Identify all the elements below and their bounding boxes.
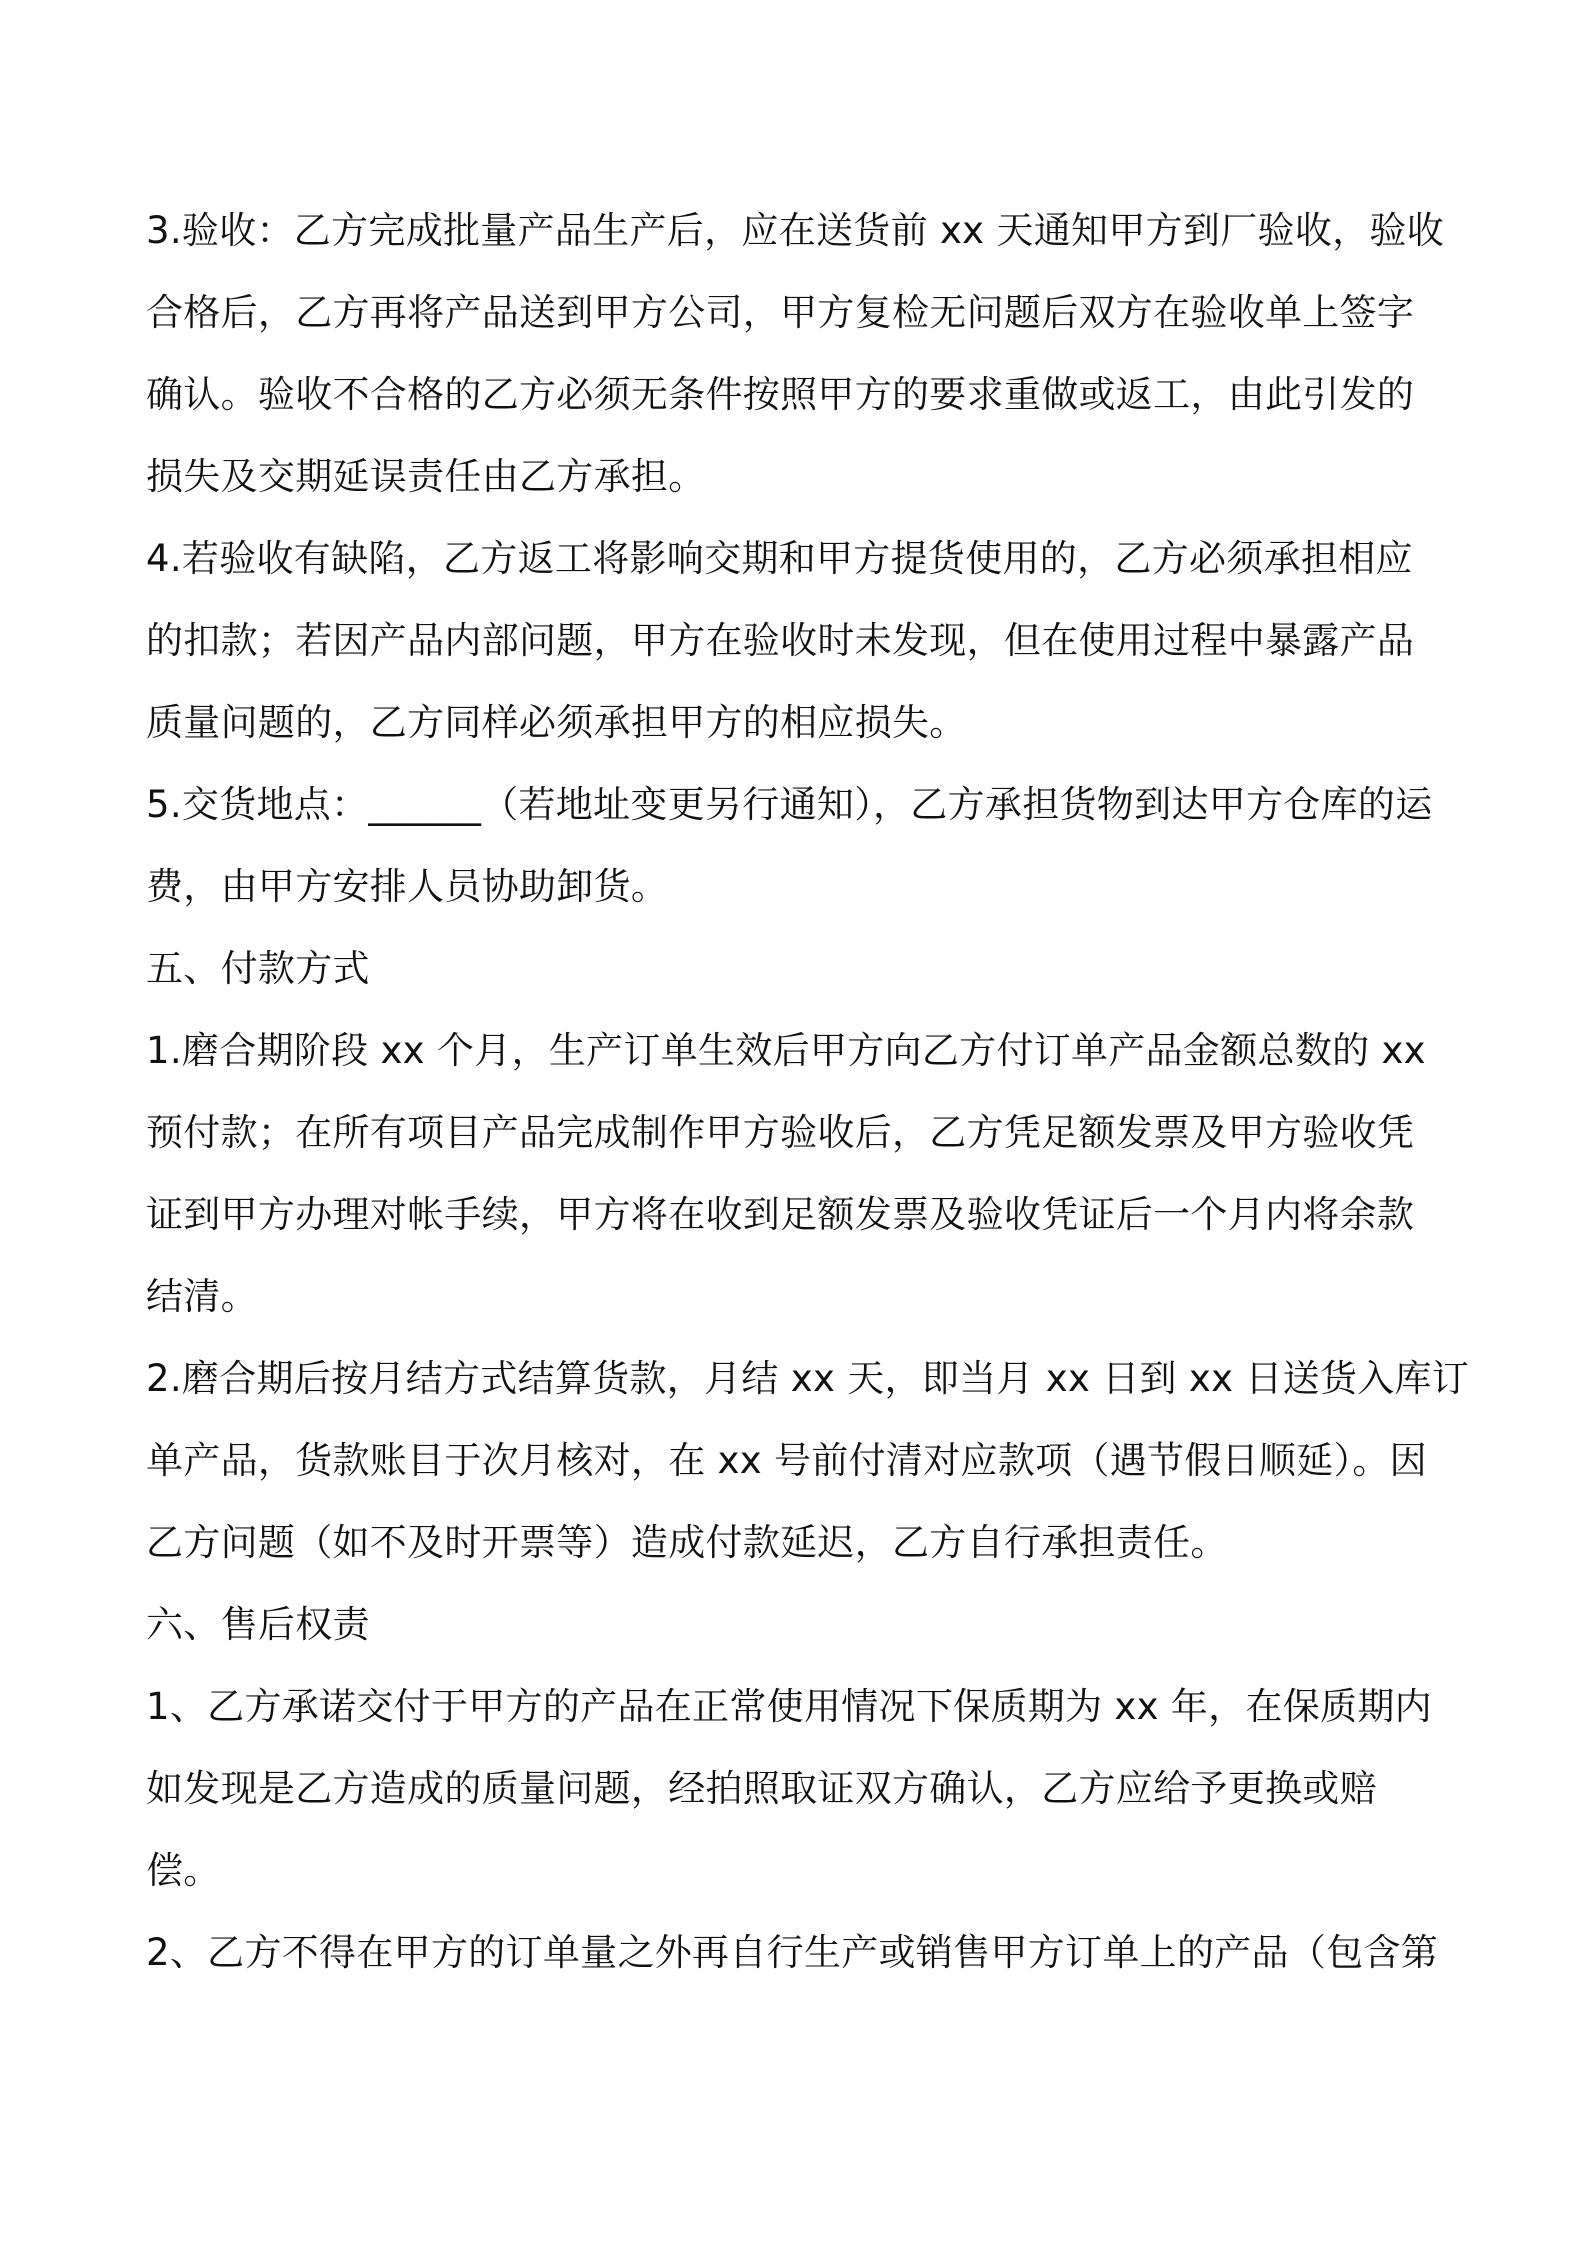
text-line: 3.验收：乙方完成批量产品生产后，应在送货前 xx 天通知甲方到厂验收，验收 — [146, 209, 1445, 252]
text-line: 费，由甲方安排人员协助卸货。 — [146, 865, 669, 908]
text-line: 如发现是乙方造成的质量问题，经拍照取证双方确认，乙方应给予更换或赔 — [146, 1767, 1377, 1810]
section-heading: 五、付款方式 — [146, 947, 370, 990]
text-line: 1、乙方承诺交付于甲方的产品在正常使用情况下保质期为 xx 年，在保质期内 — [146, 1685, 1432, 1728]
text-line: 1.磨合期阶段 xx 个月，生产订单生效后甲方向乙方付订单产品金额总数的 xx — [146, 1029, 1426, 1072]
text-line: 预付款；在所有项目产品完成制作甲方验收后，乙方凭足额发票及甲方验收凭 — [146, 1111, 1415, 1154]
text-line: 结清。 — [146, 1275, 258, 1318]
text-line: 单产品，货款账目于次月核对，在 xx 号前付清对应款项（遇节假日顺延）。因 — [146, 1439, 1427, 1482]
text-line: 偿。 — [146, 1849, 221, 1892]
text-line: 证到甲方办理对帐手续，甲方将在收到足额发票及验收凭证后一个月内将余款 — [146, 1193, 1415, 1236]
text-line: 的扣款；若因产品内部问题，甲方在验收时未发现，但在使用过程中暴露产品 — [146, 619, 1415, 662]
section-heading: 六、售后权责 — [146, 1603, 370, 1646]
text-line: 乙方问题（如不及时开票等）造成付款延迟，乙方自行承担责任。 — [146, 1521, 1228, 1564]
text-line: 5.交货地点：______（若地址变更另行通知），乙方承担货物到达甲方仓库的运 — [146, 783, 1433, 826]
text-line: 质量问题的，乙方同样必须承担甲方的相应损失。 — [146, 701, 967, 744]
text-line: 损失及交期延误责任由乙方承担。 — [146, 455, 706, 498]
text-line: 2、乙方不得在甲方的订单量之外再自行生产或销售甲方订单上的产品（包含第 — [146, 1931, 1439, 1974]
text-line: 合格后，乙方再将产品送到甲方公司，甲方复检无问题后双方在验收单上签字 — [146, 291, 1415, 334]
text-line: 2.磨合期后按月结方式结算货款，月结 xx 天，即当月 xx 日到 xx 日送货入库订 — [146, 1357, 1470, 1400]
text-line: 4.若验收有缺陷，乙方返工将影响交期和甲方提货使用的，乙方必须承担相应 — [146, 537, 1413, 580]
text-line: 确认。验收不合格的乙方必须无条件按照甲方的要求重做或返工，由此引发的 — [146, 373, 1415, 416]
